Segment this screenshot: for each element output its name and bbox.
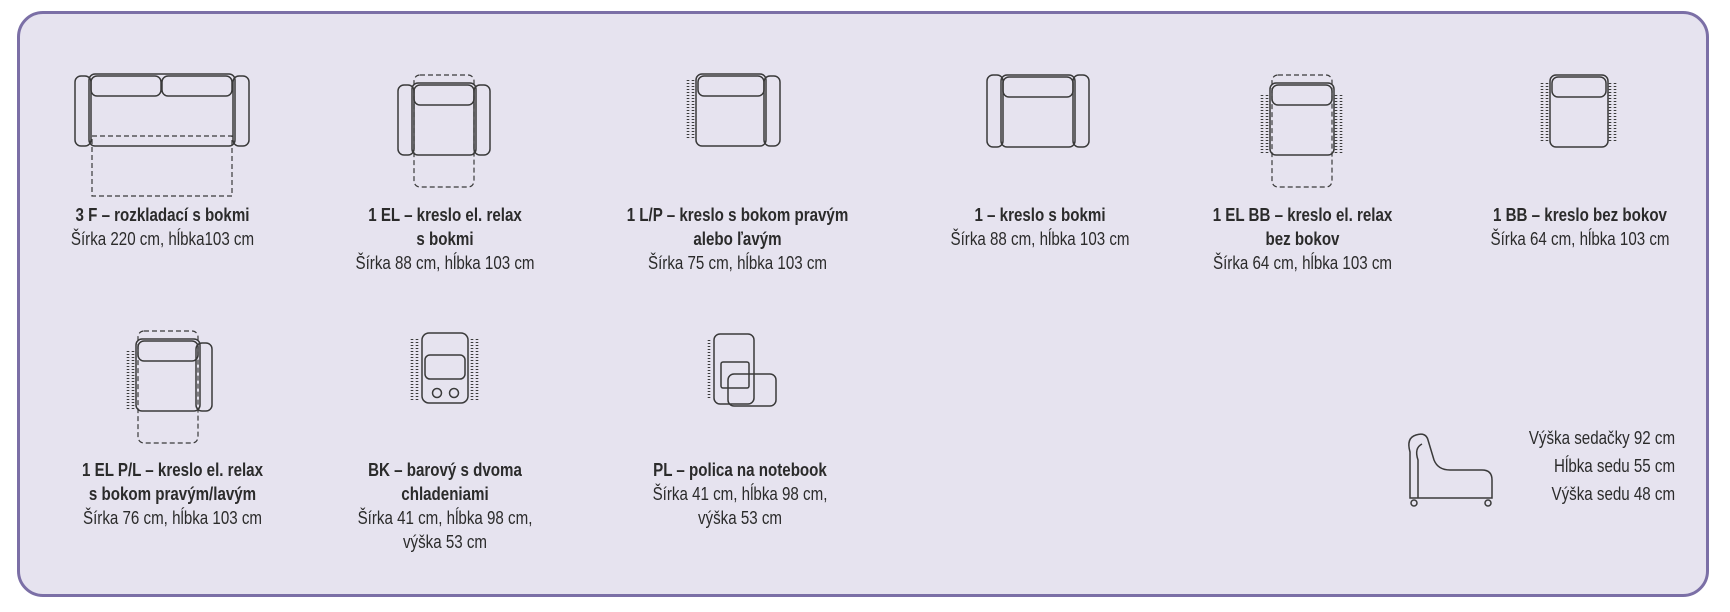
item-title: 1 EL P/L – kreslo el. relax s bokom pravým/lavým xyxy=(82,460,263,504)
sofa-3-folding-icon xyxy=(75,74,250,203)
armchair-icon xyxy=(987,75,1092,160)
item-title: BK – barový s dvoma chladeniami xyxy=(368,460,522,504)
item-spec: Šírka 64 cm, hĺbka 103 cm xyxy=(1213,253,1392,273)
item-title: 1 BB – kreslo bez bokov xyxy=(1493,205,1667,225)
seat-height-text: Výška sedačky 92 cm xyxy=(1528,428,1675,448)
item-title: 3 F – rozkladací s bokmi xyxy=(75,205,250,225)
item-spec: Šírka 41 cm, hĺbka 98 cm, výška 53 cm xyxy=(357,508,533,552)
seat-specs xyxy=(1529,424,1675,508)
item-title: 1 L/P – kreslo s bokom pravým alebo ľavým xyxy=(626,205,849,249)
item-spec: Šírka 76 cm, hĺbka 103 cm xyxy=(83,508,262,528)
seat-level-text: Výška sedu 48 cm xyxy=(1551,484,1675,504)
item-spec: Šírka 41 cm, hĺbka 98 cm, výška 53 cm xyxy=(652,484,828,528)
seat-depth-text: Hĺbka sedu 55 cm xyxy=(1553,456,1675,476)
notebook-shelf-icon xyxy=(707,334,782,414)
armchair-relax-one-arm-icon xyxy=(126,331,216,451)
item-title: 1 EL – kreslo el. relax s bokmi xyxy=(368,205,522,249)
item-spec: Šírka 75 cm, hĺbka 103 cm xyxy=(648,253,827,273)
seat-profile-icon xyxy=(1396,430,1496,515)
item-title: 1 – kreslo s bokmi xyxy=(974,205,1106,225)
item-spec: Šírka 64 cm, hĺbka 103 cm xyxy=(1490,229,1670,249)
armchair-one-arm-icon xyxy=(686,74,786,159)
armchair-electric-relax-icon xyxy=(398,75,493,195)
armless-chair-icon xyxy=(1540,75,1620,160)
item-title: PL – polica na notebook xyxy=(653,460,827,480)
bar-unit-icon xyxy=(410,333,480,413)
item-spec: Šírka 88 cm, hĺbka 103 cm xyxy=(950,229,1130,249)
item-spec: Šírka 88 cm, hĺbka 103 cm xyxy=(355,253,535,273)
item-spec: Šírka 220 cm, hĺbka103 cm xyxy=(70,229,255,249)
armchair-relax-no-arms-icon xyxy=(1260,75,1345,195)
item-title: 1 EL BB – kreslo el. relax bez bokov xyxy=(1212,205,1393,249)
